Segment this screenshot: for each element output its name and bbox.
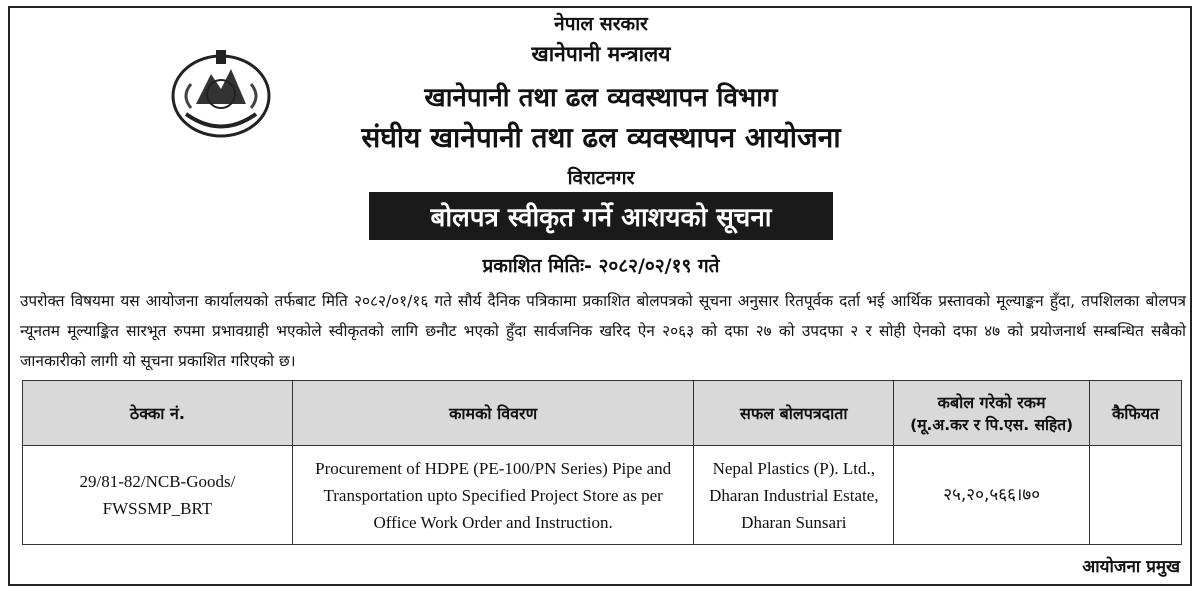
col-amount — [894, 381, 1090, 446]
col-description: कामको विवरण — [292, 381, 694, 446]
col-amount-line1: कबोल गरेको रकम — [937, 393, 1046, 412]
header-government: नेपाल सरकार — [554, 13, 648, 35]
cell-remarks — [1090, 446, 1182, 545]
cell-description: Procurement of HDPE (PE-100/PN Series) Pipe and Transportation upto Specified Project Store as per Office Work Order and Instruction. — [292, 446, 694, 545]
signature-project-chief: आयोजना प्रमुख — [1082, 557, 1180, 577]
header-ministry: खानेपानी मन्त्रालय — [531, 42, 671, 66]
cell-contract-no: 29/81-82/NCB-Goods/ FWSSMP_BRT — [23, 446, 293, 545]
header-department: खानेपानी तथा ढल व्यवस्थापन विभाग — [424, 83, 778, 113]
col-remarks: कैफियत — [1090, 381, 1182, 446]
col-amount-line2: (मू.अ.कर र पि.एस. सहित) — [910, 416, 1074, 434]
cell-bidder: Nepal Plastics (P). Ltd., Dharan Industrial Estate, Dharan Sunsari — [694, 446, 894, 545]
col-contract-no: ठेक्का नं. — [23, 381, 293, 446]
header-location: विराटनगर — [567, 167, 635, 189]
table-row — [23, 446, 1182, 545]
table-header-row — [23, 381, 1182, 446]
notice-title: बोलपत्र स्वीकृत गर्ने आशयको सूचना — [369, 192, 833, 240]
header-project: संघीय खानेपानी तथा ढल व्यवस्थापन आयोजना — [361, 121, 841, 154]
col-bidder: सफल बोलपत्रदाता — [694, 381, 894, 446]
cell-amount: २५,२०,५६६।७० — [894, 446, 1090, 545]
bid-table — [22, 380, 1182, 545]
published-date: प्रकाशित मितिः- २०८२/०२/१९ गते — [482, 255, 720, 277]
notice-body: उपरोक्त विषयमा यस आयोजना कार्यालयको तर्फबाट मिति २०८२/०१/१६ गते सौर्य दैनिक पत्रिकामा प्रकाशित बोलपत्रको सूचना अनुसार रितपूर्वक दर्ता भई आर्थिक प्रस्तावको मूल्याङ्कन हुँदा, तपशिलका बोलपत्र न्यूनतम मूल्याङ्कित सारभूत रुपमा प्रभावग्राही भएकोले स्वीकृतको लागि छनौट भएको हुँदा सार्वजनिक खरिद ऐन २०६३ को दफा २७ को उपदफा २ र सोही ऐनको दफा ४७ को प्रयोजनार्थ सम्बन्धित सबैको जानकारीको लागी यो सूचना प्रकाशित गरिएको छ। — [20, 292, 1186, 370]
